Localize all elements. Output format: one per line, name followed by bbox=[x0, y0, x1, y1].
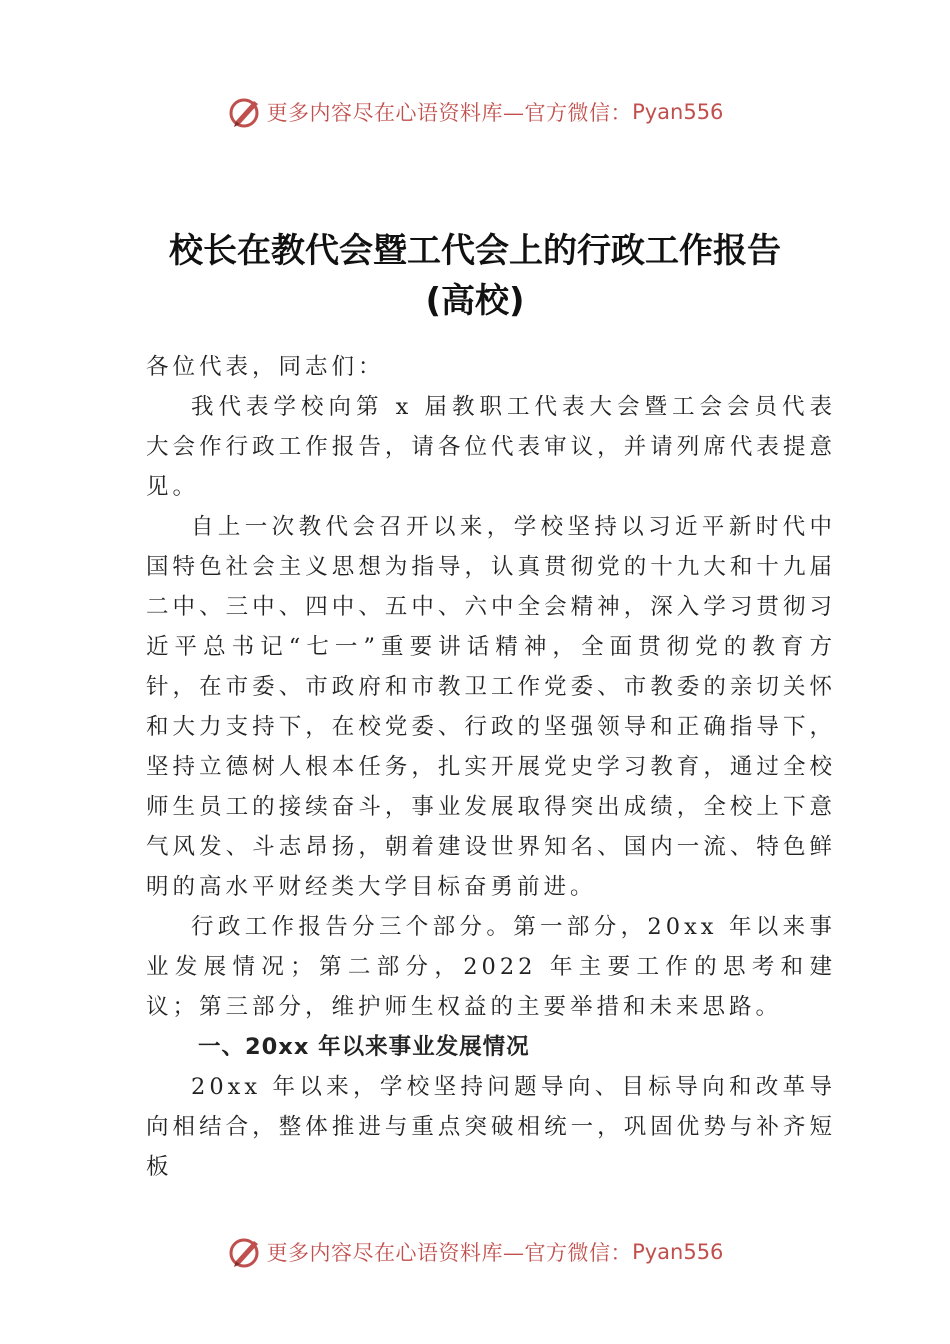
banner-text: 更多内容尽在心语资料库—官方微信： bbox=[266, 101, 633, 125]
banner-wechat-id: Pyan556 bbox=[632, 100, 724, 124]
paragraph-2: 自上一次教代会召开以来，学校坚持以习近平新时代中国特色社会主义思想为指导，认真贯彻党的十九大和十九届二中、三中、四中、五中、六中全会精神，深入学习贯彻习近平总书记“七一”重要讲话精神，全面贯彻党的教育方针，在市委、市政府和市教卫工作党委、市教委的亲切关怀和大力支持下，在校党委、行政的坚强领导和正确指导下，坚持立德树人根本任务，扎实开展党史学习教育，通过全校师生员工的接续奋斗，事业发展取得突出成绩，全校上下意气风发、斗志昂扬，朝着建设世界知名、国内一流、特色鲜明的高水平财经类大学目标奋勇前进。 bbox=[146, 514, 836, 900]
footer-watermark-banner bbox=[0, 1232, 950, 1272]
paragraph-1: 我代表学校向第 x 届教职工代表大会暨工会会员代表大会作行政工作报告，请各位代表审议，并请列席代表提意见。 bbox=[146, 394, 836, 500]
pen-logo-icon bbox=[227, 1234, 263, 1270]
header-watermark-banner bbox=[0, 92, 950, 132]
pen-logo-icon bbox=[227, 94, 263, 130]
document-body bbox=[146, 347, 836, 1187]
section-heading-1: 一、20xx 年以来事业发展情况 bbox=[198, 1034, 530, 1060]
paragraph-4: 20xx 年以来，学校坚持问题导向、目标导向和改革导向相结合，整体推进与重点突破相统一，巩固优势与补齐短板 bbox=[146, 1074, 836, 1180]
paragraph-3: 行政工作报告分三个部分。第一部分，20xx 年以来事业发展情况；第二部分，2022 年主要工作的思考和建议；第三部分，维护师生权益的主要举措和未来思路。 bbox=[146, 914, 836, 1020]
banner-text: 更多内容尽在心语资料库—官方微信： bbox=[266, 1241, 633, 1265]
document-title-line2: (高校) bbox=[425, 281, 525, 321]
banner-wechat-id: Pyan556 bbox=[632, 1240, 724, 1264]
document-title-line1: 校长在教代会暨工代会上的行政工作报告 bbox=[169, 231, 781, 271]
greeting: 各位代表，同志们： bbox=[146, 354, 385, 380]
